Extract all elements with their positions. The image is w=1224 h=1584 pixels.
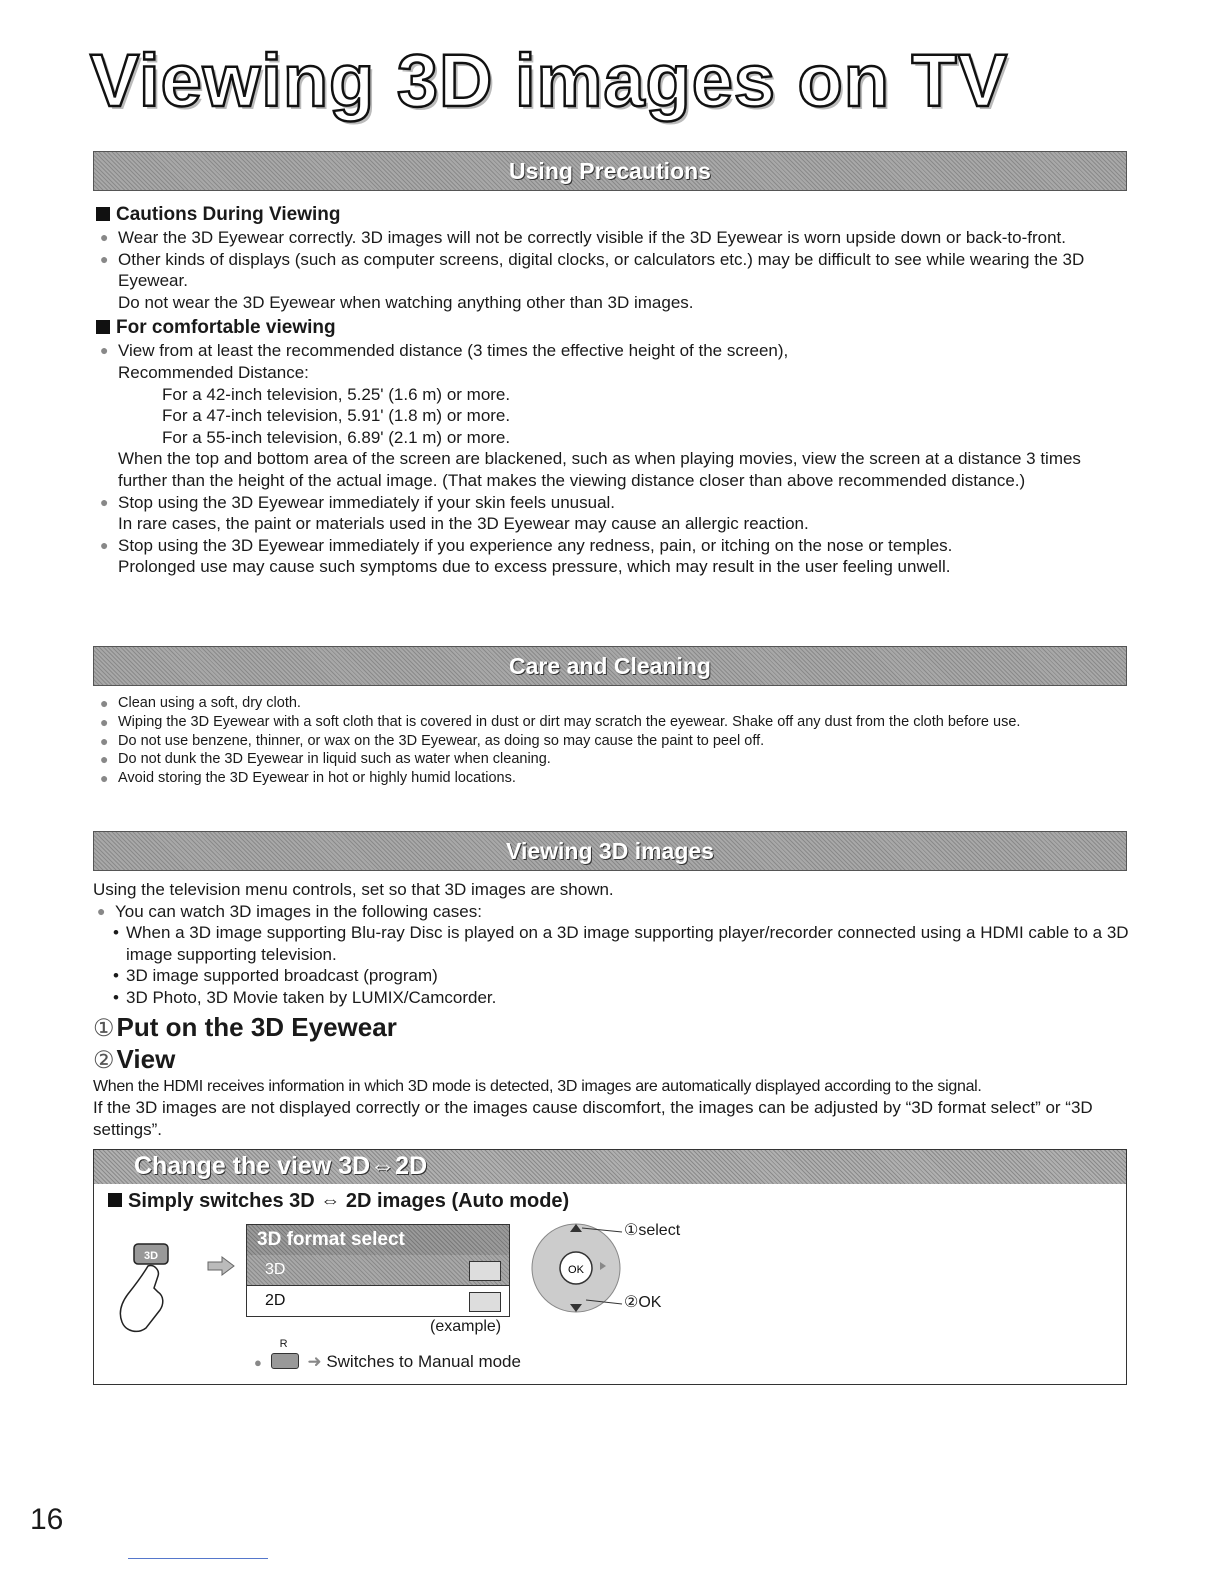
arrow-right-icon xyxy=(206,1256,236,1276)
case-item: • 3D Photo, 3D Movie taken by LUMIX/Camcorder. xyxy=(113,987,497,1007)
bullet-icon: ● xyxy=(100,493,109,510)
distance-note: When the top and bottom area of the screen are blackened, such as when playing movies, view the screen at a distance 3 times further than the height of the actual image. (That makes the viewing distance closer than above recommended distance.) xyxy=(118,449,1081,490)
section-bar-label: Care and Cleaning xyxy=(509,652,711,679)
remote-3d-button-label: 3D xyxy=(143,1250,159,1262)
caution-note: Do not wear the 3D Eyewear when watching anything other than 3D images. xyxy=(118,292,694,312)
distance-42: For a 42-inch television, 5.25' (1.6 m) or more. xyxy=(162,384,511,404)
bullet-icon: ● xyxy=(100,713,109,730)
section-bar-precautions xyxy=(93,151,1127,191)
step-2-text: When the HDMI receives information in which 3D mode is detected, 3D images are automatically displayed according to the signal. xyxy=(93,1077,982,1095)
bullet-icon: ● xyxy=(100,536,109,553)
care-item: ● Wiping the 3D Eyewear with a soft cloth that is covered in dust or dirt may scratch the eyewear. Shake off any dust from the cloth before use. xyxy=(100,713,1021,730)
step-1: ①Put on the 3D Eyewear xyxy=(93,1011,397,1042)
square-bullet-icon xyxy=(96,320,110,334)
bullet-icon: ● xyxy=(100,695,109,711)
square-bullet-icon xyxy=(108,1193,122,1207)
change-view-box xyxy=(93,1149,1127,1385)
case-item: • When a 3D image supporting Blu-ray Disc is played on a 3D image supporting player/recorder connected using a HDMI cable to a 3D image supporting television. xyxy=(113,923,1129,964)
comfort-item: ● View from at least the recommended distance (3 times the effective height of the screen), xyxy=(100,341,789,361)
menu-title: 3D format select xyxy=(247,1225,509,1255)
distance-47: For a 47-inch television, 5.91' (1.8 m) or more. xyxy=(162,406,511,426)
bullet-icon: ● xyxy=(100,751,109,768)
comfort-heading: For comfortable viewing xyxy=(96,316,1132,340)
change-view-bar xyxy=(94,1150,1126,1184)
section-bar-care xyxy=(93,646,1127,686)
3d-glasses-icon xyxy=(469,1261,501,1281)
distance-label: Recommended Distance: xyxy=(118,362,309,382)
change-view-title: Change the view 3D⇔2D xyxy=(134,1152,428,1180)
step-2: ②View xyxy=(93,1043,176,1074)
bullet-icon: ● xyxy=(254,1355,262,1370)
care-item: ● Clean using a soft, dry cloth. xyxy=(100,695,301,711)
bullet-icon: ● xyxy=(100,229,109,245)
example-caption: (example) xyxy=(430,1318,502,1335)
ok-label: ②OK xyxy=(624,1294,662,1311)
ok-button-label: OK xyxy=(568,1264,584,1276)
cautions-heading: Cautions During Viewing xyxy=(96,203,1132,227)
cases-label: ● You can watch 3D images in the following cases: xyxy=(97,901,482,921)
care-item: ● Do not dunk the 3D Eyewear in liquid such as water when cleaning. xyxy=(100,751,551,768)
comfort-item: ● Stop using the 3D Eyewear immediately if you experience any redness, pain, or itching on the nose or temples. xyxy=(100,535,953,555)
3d-format-select-menu xyxy=(246,1224,510,1317)
bullet-icon: ● xyxy=(100,250,109,267)
bullet-icon: ● xyxy=(100,342,109,359)
bullet-icon: ● xyxy=(97,902,106,919)
care-section xyxy=(96,694,1132,788)
distance-55: For a 55-inch television, 6.89' (2.1 m) or more. xyxy=(162,427,511,447)
red-button-label: R xyxy=(279,1338,288,1350)
care-item: ● Avoid storing the 3D Eyewear in hot or highly humid locations. xyxy=(100,770,516,787)
manual-mode-note: ● R ➜ Switches to Manual mode xyxy=(254,1338,521,1371)
remote-dial-icon xyxy=(526,1218,636,1318)
care-item: ● Do not use benzene, thinner, or wax on the 3D Eyewear, as doing so may cause the paint to peel off. xyxy=(100,732,765,749)
bullet-icon: ● xyxy=(100,770,109,787)
section-bar-label: Viewing 3D images xyxy=(506,837,714,864)
2d-screen-icon xyxy=(469,1292,501,1312)
comfort-note: In rare cases, the paint or materials used in the 3D Eyewear may cause an allergic reaction. xyxy=(118,514,809,534)
page-number: 16 xyxy=(30,1503,64,1536)
section-bar-label: Using Precautions xyxy=(509,157,711,184)
comfort-note: Prolonged use may cause such symptoms due to excess pressure, which may result in the user feeling unwell. xyxy=(118,557,951,577)
viewing-section xyxy=(93,879,1129,1140)
bullet-icon: ● xyxy=(100,732,109,749)
footer-rule xyxy=(128,1558,268,1559)
comfort-item: ● Stop using the 3D Eyewear immediately if your skin feels unusual. xyxy=(100,492,616,512)
precautions-section xyxy=(96,203,1132,578)
red-button-icon xyxy=(271,1338,299,1369)
step-2-text: If the 3D images are not displayed correctly or the images cause discomfort, the images can be adjusted by “3D format select” or “3D settings”. xyxy=(93,1098,1093,1139)
section-bar-viewing xyxy=(93,831,1127,871)
auto-mode-heading: Simply switches 3D ⇔ 2D images (Auto mode) xyxy=(108,1190,569,1213)
caution-item: ● Wear the 3D Eyewear correctly. 3D images will not be correctly visible if the 3D Eyewear is worn upside down or back-to-front. xyxy=(100,228,1066,247)
hand-press-icon xyxy=(108,1236,188,1346)
select-label: ①select xyxy=(624,1222,681,1239)
caution-item: ● Other kinds of displays (such as computer screens, digital clocks, or calculators etc.) may be difficult to see while wearing the 3D Eyewear. xyxy=(100,249,1085,291)
menu-item-2d[interactable]: 2D xyxy=(247,1285,509,1317)
case-item: • 3D image supported broadcast (program) xyxy=(113,966,438,986)
arrow-right-icon: ➜ xyxy=(307,1352,322,1371)
square-bullet-icon xyxy=(96,207,110,221)
page-title: Viewing 3D images on TV xyxy=(90,39,1009,122)
menu-item-3d[interactable]: 3D xyxy=(247,1255,509,1285)
viewing-intro: Using the television menu controls, set so that 3D images are shown. xyxy=(93,880,614,899)
